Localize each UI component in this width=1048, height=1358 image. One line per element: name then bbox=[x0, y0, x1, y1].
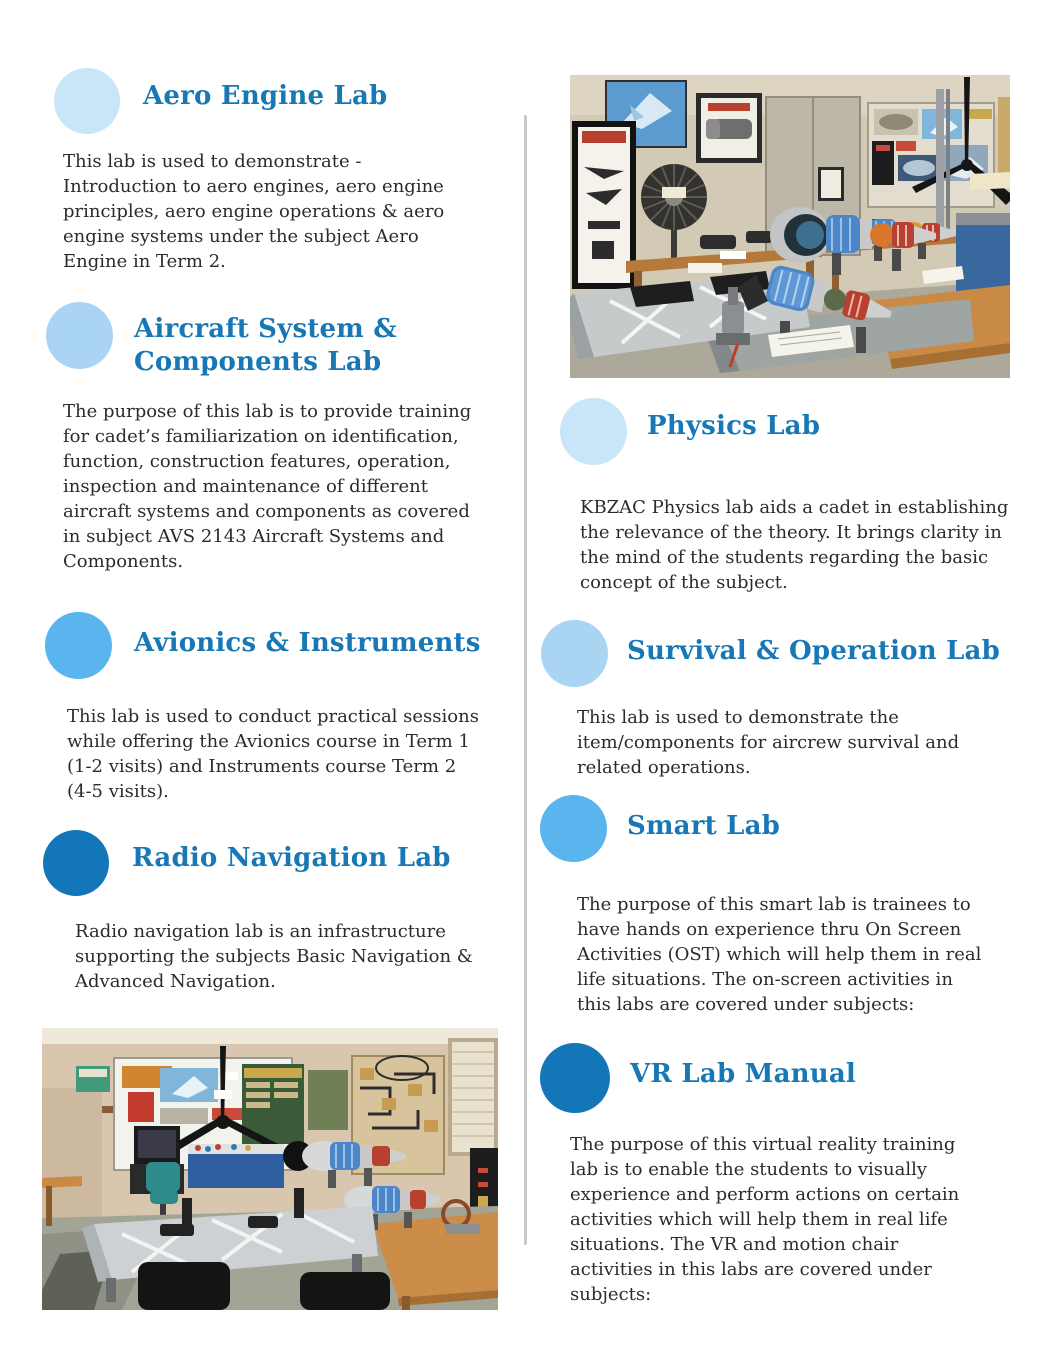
aircraft-system-lab-title: Aircraft System & Components Lab bbox=[134, 314, 397, 377]
vr-lab-manual-description: The purpose of this virtual reality training lab is to enable the students to visually experience and perform actions on certain activities which will help them in real life situations. The VR and motion chair activities in this labs are covered under subjects: bbox=[570, 1134, 960, 1305]
smart-lab-bullet-icon bbox=[540, 795, 607, 862]
survival-operation-lab-bullet-icon bbox=[541, 620, 608, 687]
column-divider bbox=[524, 115, 527, 1245]
aero-engine-lab-bullet-icon bbox=[54, 68, 120, 134]
vr-lab-manual-bullet-icon bbox=[540, 1043, 610, 1113]
vr-lab-manual-title: VR Lab Manual bbox=[630, 1059, 856, 1089]
survival-operation-lab-description: This lab is used to demonstrate the item/components for aircrew survival and related operations. bbox=[577, 707, 960, 778]
physics-lab-description: KBZAC Physics lab aids a cadet in establishing the relevance of the theory. It brings clarity in the mind of the students regarding the basic concept of the subject. bbox=[580, 497, 1009, 593]
avionics-instruments-title: Avionics & Instruments bbox=[134, 628, 481, 658]
avionics-instruments-description: This lab is used to conduct practical sessions while offering the Avionics course in Term 1 (1-2 visits) and Instruments course Term 2 (4-5 visits). bbox=[67, 706, 479, 802]
radio-navigation-lab-title: Radio Navigation Lab bbox=[132, 843, 451, 873]
physics-lab-title: Physics Lab bbox=[647, 411, 821, 441]
survival-operation-lab-title: Survival & Operation Lab bbox=[627, 636, 1000, 666]
physics-lab-bullet-icon bbox=[560, 398, 627, 465]
radio-navigation-lab-description: Radio navigation lab is an infrastructure supporting the subjects Basic Navigation & Advanced Navigation. bbox=[75, 921, 473, 992]
aero-engine-lab-photo bbox=[570, 75, 1010, 378]
radio-navigation-lab-photo bbox=[42, 1028, 498, 1310]
aircraft-system-lab-bullet-icon bbox=[46, 302, 113, 369]
smart-lab-description: The purpose of this smart lab is trainees to have hands on experience thru On Screen Activities (OST) which will help them in real life situations. The on-screen activities in this labs are covered under subjects: bbox=[577, 894, 982, 1015]
aero-engine-lab-description: This lab is used to demonstrate - Introduction to aero engines, aero engine principles, aero engine operations & aero engine systems under the subject Aero Engine in Term 2. bbox=[63, 151, 445, 272]
radio-navigation-lab-bullet-icon bbox=[43, 830, 109, 896]
aircraft-system-lab-description: The purpose of this lab is to provide training for cadet’s familiarization on identification, function, construction features, operation, inspection and maintenance of different aircraft systems and components as covered in subject AVS 2143 Aircraft Systems and Components. bbox=[63, 401, 472, 572]
avionics-instruments-bullet-icon bbox=[45, 612, 112, 679]
smart-lab-title: Smart Lab bbox=[627, 811, 781, 841]
aero-engine-lab-title: Aero Engine Lab bbox=[143, 81, 388, 111]
